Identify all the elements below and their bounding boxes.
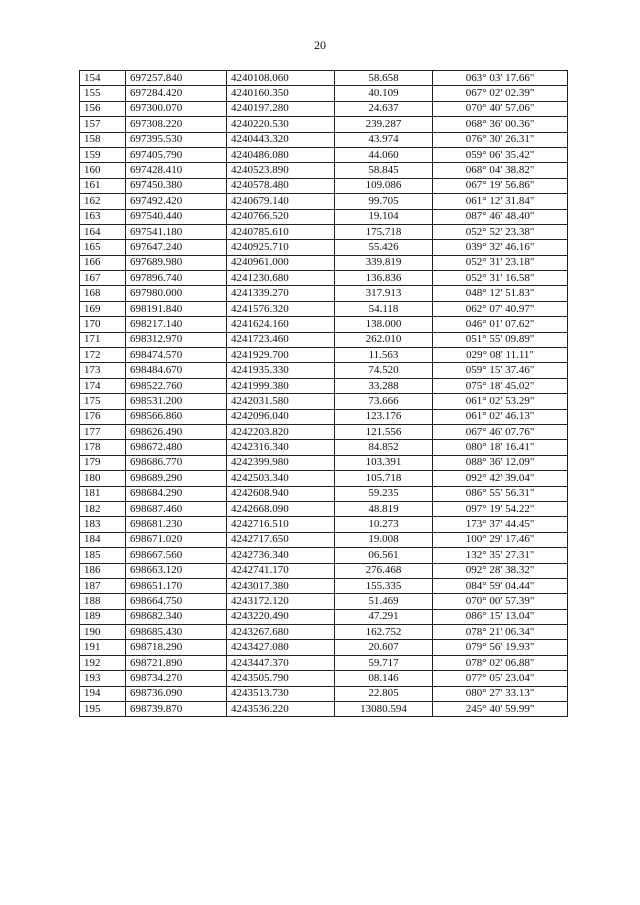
x-coordinate-cell: 697405.790 (126, 147, 227, 162)
distance-cell: 276.468 (335, 563, 433, 578)
distance-cell: 105.718 (335, 471, 433, 486)
distance-cell: 10.273 (335, 517, 433, 532)
point-number-cell: 195 (80, 702, 126, 717)
azimuth-cell: 062° 07' 40.97" (433, 301, 568, 316)
azimuth-cell: 084° 59' 04.44" (433, 578, 568, 593)
table-row (80, 363, 568, 378)
x-coordinate-cell: 698651.170 (126, 578, 227, 593)
azimuth-cell: 068° 04' 38.82" (433, 163, 568, 178)
point-number-cell: 189 (80, 609, 126, 624)
point-number-cell: 193 (80, 671, 126, 686)
distance-cell: 99.705 (335, 194, 433, 209)
y-coordinate-cell: 4240160.350 (227, 86, 335, 101)
distance-cell: 44.060 (335, 147, 433, 162)
x-coordinate-cell: 698312.970 (126, 332, 227, 347)
y-coordinate-cell: 4240197.280 (227, 101, 335, 116)
distance-cell: 59.235 (335, 486, 433, 501)
y-coordinate-cell: 4240785.610 (227, 224, 335, 239)
point-number-cell: 156 (80, 101, 126, 116)
x-coordinate-cell: 698685.430 (126, 625, 227, 640)
point-number-cell: 186 (80, 563, 126, 578)
y-coordinate-cell: 4242736.340 (227, 548, 335, 563)
table-row (80, 455, 568, 470)
azimuth-cell: 067° 02' 02.39" (433, 86, 568, 101)
distance-cell: 06.561 (335, 548, 433, 563)
table-row (80, 655, 568, 670)
azimuth-cell: 080° 27' 33.13" (433, 686, 568, 701)
y-coordinate-cell: 4240961.000 (227, 255, 335, 270)
table-row (80, 147, 568, 162)
page-number: 20 (314, 38, 326, 52)
x-coordinate-cell: 698566.860 (126, 409, 227, 424)
table-row (80, 578, 568, 593)
table-row (80, 532, 568, 547)
point-number-cell: 167 (80, 271, 126, 286)
x-coordinate-cell: 697541.180 (126, 224, 227, 239)
point-number-cell: 160 (80, 163, 126, 178)
azimuth-cell: 088° 36' 12.09" (433, 455, 568, 470)
table-row (80, 424, 568, 439)
y-coordinate-cell: 4241929.700 (227, 348, 335, 363)
table-row (80, 594, 568, 609)
table-row (80, 71, 568, 86)
azimuth-cell: 075° 18' 45.02" (433, 378, 568, 393)
table-row (80, 671, 568, 686)
x-coordinate-cell: 697395.530 (126, 132, 227, 147)
table-row (80, 301, 568, 316)
table-row (80, 548, 568, 563)
table-row (80, 271, 568, 286)
x-coordinate-cell: 698531.200 (126, 394, 227, 409)
table-row (80, 101, 568, 116)
y-coordinate-cell: 4242316.340 (227, 440, 335, 455)
x-coordinate-cell: 698718.290 (126, 640, 227, 655)
y-coordinate-cell: 4241935.330 (227, 363, 335, 378)
azimuth-cell: 070° 40' 57.06" (433, 101, 568, 116)
distance-cell: 58.658 (335, 71, 433, 86)
x-coordinate-cell: 698682.340 (126, 609, 227, 624)
y-coordinate-cell: 4241723.460 (227, 332, 335, 347)
y-coordinate-cell: 4240679.140 (227, 194, 335, 209)
y-coordinate-cell: 4243220.490 (227, 609, 335, 624)
table-row (80, 178, 568, 193)
y-coordinate-cell: 4243017.380 (227, 578, 335, 593)
table-row (80, 517, 568, 532)
azimuth-cell: 051° 55' 09.89" (433, 332, 568, 347)
table-row (80, 317, 568, 332)
point-number-cell: 187 (80, 578, 126, 593)
x-coordinate-cell: 698687.460 (126, 501, 227, 516)
distance-cell: 24.637 (335, 101, 433, 116)
distance-cell: 33.288 (335, 378, 433, 393)
point-number-cell: 190 (80, 625, 126, 640)
x-coordinate-cell: 698484.670 (126, 363, 227, 378)
distance-cell: 22.805 (335, 686, 433, 701)
x-coordinate-cell: 698191.840 (126, 301, 227, 316)
y-coordinate-cell: 4242608.940 (227, 486, 335, 501)
azimuth-cell: 063° 03' 17.66" (433, 71, 568, 86)
table-row (80, 702, 568, 717)
table-row (80, 255, 568, 270)
x-coordinate-cell: 697980.000 (126, 286, 227, 301)
coordinates-table-body (80, 71, 568, 717)
y-coordinate-cell: 4241576.320 (227, 301, 335, 316)
azimuth-cell: 173° 37' 44.45" (433, 517, 568, 532)
y-coordinate-cell: 4240220.530 (227, 117, 335, 132)
y-coordinate-cell: 4240443.320 (227, 132, 335, 147)
table-row (80, 224, 568, 239)
azimuth-cell: 087° 46' 48.40" (433, 209, 568, 224)
y-coordinate-cell: 4240523.890 (227, 163, 335, 178)
distance-cell: 19.104 (335, 209, 433, 224)
x-coordinate-cell: 697308.220 (126, 117, 227, 132)
point-number-cell: 184 (80, 532, 126, 547)
distance-cell: 262.010 (335, 332, 433, 347)
x-coordinate-cell: 697896.740 (126, 271, 227, 286)
point-number-cell: 173 (80, 363, 126, 378)
distance-cell: 109.086 (335, 178, 433, 193)
distance-cell: 59.717 (335, 655, 433, 670)
x-coordinate-cell: 697257.840 (126, 71, 227, 86)
distance-cell: 11.563 (335, 348, 433, 363)
azimuth-cell: 067° 19' 56.86" (433, 178, 568, 193)
azimuth-cell: 059° 06' 35.42" (433, 147, 568, 162)
x-coordinate-cell: 697300.070 (126, 101, 227, 116)
y-coordinate-cell: 4243267.680 (227, 625, 335, 640)
azimuth-cell: 092° 42' 39.04" (433, 471, 568, 486)
point-number-cell: 176 (80, 409, 126, 424)
azimuth-cell: 059° 15' 37.46" (433, 363, 568, 378)
azimuth-cell: 079° 56' 19.93" (433, 640, 568, 655)
y-coordinate-cell: 4242741.170 (227, 563, 335, 578)
azimuth-cell: 067° 46' 07.76" (433, 424, 568, 439)
x-coordinate-cell: 698736.090 (126, 686, 227, 701)
x-coordinate-cell: 698667.560 (126, 548, 227, 563)
azimuth-cell: 029° 08' 11.11" (433, 348, 568, 363)
x-coordinate-cell: 698626.490 (126, 424, 227, 439)
table-row (80, 194, 568, 209)
x-coordinate-cell: 697647.240 (126, 240, 227, 255)
distance-cell: 162.752 (335, 625, 433, 640)
x-coordinate-cell: 698689.290 (126, 471, 227, 486)
point-number-cell: 157 (80, 117, 126, 132)
coordinates-table (79, 70, 568, 717)
x-coordinate-cell: 698522.760 (126, 378, 227, 393)
x-coordinate-cell: 697284.420 (126, 86, 227, 101)
azimuth-cell: 245° 40' 59.99" (433, 702, 568, 717)
distance-cell: 339.819 (335, 255, 433, 270)
distance-cell: 13080.594 (335, 702, 433, 717)
y-coordinate-cell: 4242503.340 (227, 471, 335, 486)
x-coordinate-cell: 698721.890 (126, 655, 227, 670)
distance-cell: 84.852 (335, 440, 433, 455)
y-coordinate-cell: 4243536.220 (227, 702, 335, 717)
y-coordinate-cell: 4243172.120 (227, 594, 335, 609)
y-coordinate-cell: 4241230.680 (227, 271, 335, 286)
point-number-cell: 177 (80, 424, 126, 439)
table-row (80, 486, 568, 501)
azimuth-cell: 076° 30' 26.31" (433, 132, 568, 147)
azimuth-cell: 086° 15' 13.04" (433, 609, 568, 624)
azimuth-cell: 068° 36' 00.36" (433, 117, 568, 132)
y-coordinate-cell: 4242096.040 (227, 409, 335, 424)
point-number-cell: 163 (80, 209, 126, 224)
azimuth-cell: 077° 05' 23.04" (433, 671, 568, 686)
distance-cell: 48.819 (335, 501, 433, 516)
point-number-cell: 164 (80, 224, 126, 239)
azimuth-cell: 052° 31' 23.18" (433, 255, 568, 270)
y-coordinate-cell: 4241624.160 (227, 317, 335, 332)
table-row (80, 640, 568, 655)
y-coordinate-cell: 4242399.980 (227, 455, 335, 470)
point-number-cell: 192 (80, 655, 126, 670)
azimuth-cell: 061° 02' 53.29" (433, 394, 568, 409)
point-number-cell: 179 (80, 455, 126, 470)
point-number-cell: 166 (80, 255, 126, 270)
x-coordinate-cell: 698684.290 (126, 486, 227, 501)
point-number-cell: 159 (80, 147, 126, 162)
point-number-cell: 170 (80, 317, 126, 332)
azimuth-cell: 097° 19' 54.22" (433, 501, 568, 516)
y-coordinate-cell: 4242031.580 (227, 394, 335, 409)
table-row (80, 563, 568, 578)
x-coordinate-cell: 697450.380 (126, 178, 227, 193)
table-row (80, 332, 568, 347)
azimuth-cell: 092° 28' 38.32" (433, 563, 568, 578)
distance-cell: 40.109 (335, 86, 433, 101)
x-coordinate-cell: 698681.230 (126, 517, 227, 532)
y-coordinate-cell: 4242668.090 (227, 501, 335, 516)
point-number-cell: 178 (80, 440, 126, 455)
x-coordinate-cell: 698734.270 (126, 671, 227, 686)
distance-cell: 47.291 (335, 609, 433, 624)
point-number-cell: 154 (80, 71, 126, 86)
x-coordinate-cell: 698217.140 (126, 317, 227, 332)
table-row (80, 117, 568, 132)
azimuth-cell: 078° 02' 06.88" (433, 655, 568, 670)
azimuth-cell: 048° 12' 51.83" (433, 286, 568, 301)
azimuth-cell: 061° 02' 46.13" (433, 409, 568, 424)
table-row (80, 394, 568, 409)
point-number-cell: 180 (80, 471, 126, 486)
y-coordinate-cell: 4240486.080 (227, 147, 335, 162)
y-coordinate-cell: 4242716.510 (227, 517, 335, 532)
distance-cell: 138.000 (335, 317, 433, 332)
point-number-cell: 188 (80, 594, 126, 609)
distance-cell: 121.556 (335, 424, 433, 439)
distance-cell: 74.520 (335, 363, 433, 378)
table-row (80, 209, 568, 224)
point-number-cell: 174 (80, 378, 126, 393)
distance-cell: 103.391 (335, 455, 433, 470)
point-number-cell: 161 (80, 178, 126, 193)
x-coordinate-cell: 698739.870 (126, 702, 227, 717)
point-number-cell: 191 (80, 640, 126, 655)
distance-cell: 51.469 (335, 594, 433, 609)
distance-cell: 136.836 (335, 271, 433, 286)
point-number-cell: 169 (80, 301, 126, 316)
table-row (80, 471, 568, 486)
y-coordinate-cell: 4241339.270 (227, 286, 335, 301)
azimuth-cell: 100° 29' 17.46" (433, 532, 568, 547)
point-number-cell: 171 (80, 332, 126, 347)
point-number-cell: 162 (80, 194, 126, 209)
azimuth-cell: 070° 00' 57.39" (433, 594, 568, 609)
distance-cell: 55.426 (335, 240, 433, 255)
y-coordinate-cell: 4243427.080 (227, 640, 335, 655)
x-coordinate-cell: 697689.980 (126, 255, 227, 270)
azimuth-cell: 078° 21' 06.34" (433, 625, 568, 640)
distance-cell: 58.845 (335, 163, 433, 178)
azimuth-cell: 132° 35' 27.31" (433, 548, 568, 563)
point-number-cell: 168 (80, 286, 126, 301)
table-row (80, 378, 568, 393)
distance-cell: 175.718 (335, 224, 433, 239)
y-coordinate-cell: 4240578.480 (227, 178, 335, 193)
x-coordinate-cell: 698663.120 (126, 563, 227, 578)
x-coordinate-cell: 698474.570 (126, 348, 227, 363)
point-number-cell: 165 (80, 240, 126, 255)
distance-cell: 43.974 (335, 132, 433, 147)
point-number-cell: 172 (80, 348, 126, 363)
y-coordinate-cell: 4243505.790 (227, 671, 335, 686)
distance-cell: 19.008 (335, 532, 433, 547)
azimuth-cell: 039° 32' 46.16" (433, 240, 568, 255)
distance-cell: 239.287 (335, 117, 433, 132)
x-coordinate-cell: 697492.420 (126, 194, 227, 209)
table-row (80, 625, 568, 640)
azimuth-cell: 061° 12' 31.84" (433, 194, 568, 209)
distance-cell: 317.913 (335, 286, 433, 301)
y-coordinate-cell: 4240925.710 (227, 240, 335, 255)
table-row (80, 240, 568, 255)
azimuth-cell: 080° 18' 16.41" (433, 440, 568, 455)
table-row (80, 132, 568, 147)
table-row (80, 163, 568, 178)
table-row (80, 409, 568, 424)
distance-cell: 08.146 (335, 671, 433, 686)
distance-cell: 73.666 (335, 394, 433, 409)
distance-cell: 20.607 (335, 640, 433, 655)
x-coordinate-cell: 697428.410 (126, 163, 227, 178)
x-coordinate-cell: 698671.020 (126, 532, 227, 547)
x-coordinate-cell: 698672.480 (126, 440, 227, 455)
point-number-cell: 194 (80, 686, 126, 701)
y-coordinate-cell: 4242203.820 (227, 424, 335, 439)
table-row (80, 686, 568, 701)
table-row (80, 286, 568, 301)
table-row (80, 86, 568, 101)
y-coordinate-cell: 4241999.380 (227, 378, 335, 393)
point-number-cell: 181 (80, 486, 126, 501)
azimuth-cell: 086° 55' 56.31" (433, 486, 568, 501)
table-row (80, 440, 568, 455)
y-coordinate-cell: 4240766.520 (227, 209, 335, 224)
distance-cell: 54.118 (335, 301, 433, 316)
distance-cell: 123.176 (335, 409, 433, 424)
x-coordinate-cell: 697540.440 (126, 209, 227, 224)
table-row (80, 501, 568, 516)
x-coordinate-cell: 698686.770 (126, 455, 227, 470)
point-number-cell: 155 (80, 86, 126, 101)
azimuth-cell: 052° 31' 16.58" (433, 271, 568, 286)
y-coordinate-cell: 4243447.370 (227, 655, 335, 670)
azimuth-cell: 046° 01' 07.62" (433, 317, 568, 332)
point-number-cell: 158 (80, 132, 126, 147)
x-coordinate-cell: 698664.750 (126, 594, 227, 609)
point-number-cell: 182 (80, 501, 126, 516)
y-coordinate-cell: 4240108.060 (227, 71, 335, 86)
table-row (80, 348, 568, 363)
y-coordinate-cell: 4243513.730 (227, 686, 335, 701)
point-number-cell: 183 (80, 517, 126, 532)
point-number-cell: 185 (80, 548, 126, 563)
point-number-cell: 175 (80, 394, 126, 409)
y-coordinate-cell: 4242717.650 (227, 532, 335, 547)
distance-cell: 155.335 (335, 578, 433, 593)
table-row (80, 609, 568, 624)
azimuth-cell: 052° 52' 23.38" (433, 224, 568, 239)
